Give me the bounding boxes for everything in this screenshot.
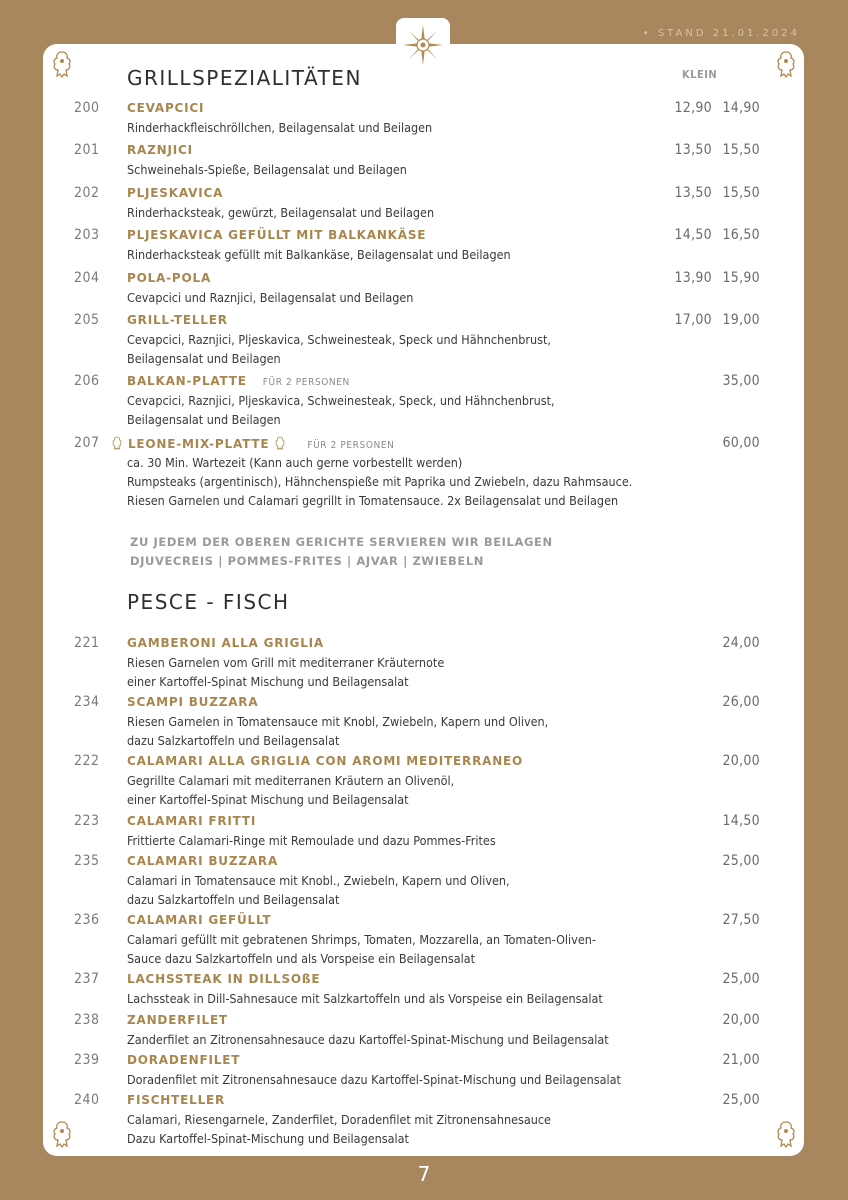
item-description: Zanderfilet an Zitronensahnesauce dazu Kartoffel-Spinat-Mischung und Beilagensalat bbox=[127, 1032, 609, 1047]
lion-crest-icon bbox=[774, 50, 798, 78]
lion-crest-icon bbox=[50, 50, 74, 78]
item-number: 207 bbox=[74, 435, 100, 451]
item-description: Rinderhacksteak, gewürzt, Beilagensalat und Beilagen bbox=[127, 205, 435, 220]
item-number: 203 bbox=[74, 227, 100, 243]
item-name: GRILL-TELLER bbox=[127, 313, 228, 327]
item-number: 234 bbox=[74, 694, 100, 710]
item-name: SCAMPI BUZZARA bbox=[127, 695, 259, 709]
item-price-large: 14,90 bbox=[722, 100, 760, 116]
item-price-large: 35,00 bbox=[722, 373, 760, 389]
item-price-small: 13,90 bbox=[674, 270, 712, 286]
item-price-large: 15,50 bbox=[722, 185, 760, 201]
item-number: 222 bbox=[74, 753, 100, 769]
section-title-fish: PESCE - FISCH bbox=[127, 590, 290, 614]
item-name: POLA-POLA bbox=[127, 271, 212, 285]
item-description: Calamari in Tomatensauce mit Knobl., Zwiebeln, Kapern und Oliven, dazu Salzkartoffeln und Beilagensalat bbox=[127, 873, 510, 907]
section-title-grill: GRILLSPEZIALITÄTEN bbox=[127, 66, 362, 90]
column-header-small: KLEIN bbox=[682, 68, 718, 81]
item-name: PLJESKAVICA GEFÜLLT MIT BALKANKÄSE bbox=[127, 228, 427, 242]
item-description: Cevapcici und Raznjici, Beilagensalat und Beilagen bbox=[127, 290, 414, 305]
item-number: 221 bbox=[74, 635, 100, 651]
item-price-small: 17,00 bbox=[674, 312, 712, 328]
item-price: 20,00 bbox=[722, 1012, 760, 1028]
item-number: 236 bbox=[74, 912, 100, 928]
item-description: Rinderhacksteak gefüllt mit Balkankäse, Beilagensalat und Beilagen bbox=[127, 247, 511, 262]
item-description: Cevapcici, Raznjici, Pljeskavica, Schweinesteak, Speck, und Hähnchenbrust, Beilagensalat und Beilagen bbox=[127, 393, 555, 427]
item-name: GAMBERONI ALLA GRIGLIA bbox=[127, 636, 324, 650]
item-name: DORADENFILET bbox=[127, 1053, 241, 1067]
item-name: CALAMARI FRITTI bbox=[127, 814, 257, 828]
item-price-large: 15,90 bbox=[722, 270, 760, 286]
item-description: Calamari gefüllt mit gebratenen Shrimps, Tomaten, Mozzarella, an Tomaten-Oliven- Sauce dazu Salzkartoffeln und als Vorspeise ein Beilagensalat bbox=[127, 932, 596, 966]
item-tag: FÜR 2 PERSONEN bbox=[262, 377, 350, 388]
side-dishes-note: ZU JEDEM DER OBEREN GERICHTE SERVIEREN WIR BEILAGEN DJUVECREIS | POMMES-FRITES | AJVAR | ZWIEBELN bbox=[130, 535, 553, 568]
item-description: Schweinehals-Spieße, Beilagensalat und Beilagen bbox=[127, 162, 407, 177]
item-number: 204 bbox=[74, 270, 100, 286]
item-price: 25,00 bbox=[722, 853, 760, 869]
item-price-small: 13,50 bbox=[674, 142, 712, 158]
item-tag: FÜR 2 PERSONEN bbox=[307, 440, 395, 451]
item-description: Gegrillte Calamari mit mediterranen Kräutern an Olivenöl, einer Kartoffel-Spinat Mischung und Beilagensalat bbox=[127, 773, 455, 807]
item-number: 206 bbox=[74, 373, 100, 389]
logo bbox=[396, 18, 450, 72]
page-number: 7 bbox=[417, 1162, 431, 1186]
item-description: Riesen Garnelen in Tomatensauce mit Knobl, Zwiebeln, Kapern und Oliven, dazu Salzkartoffeln und Beilagensalat bbox=[127, 714, 549, 748]
item-price-small: 14,50 bbox=[674, 227, 712, 243]
item-price-large: 60,00 bbox=[722, 435, 760, 451]
item-description: Cevapcici, Raznjici, Pljeskavica, Schweinesteak, Speck und Hähnchenbrust, Beilagensalat und Beilagen bbox=[127, 332, 551, 366]
item-description: Calamari, Riesengarnele, Zanderfilet, Doradenfilet mit Zitronensahnesauce Dazu Kartoffel-Spinat-Mischung und Beilagensalat bbox=[127, 1112, 551, 1146]
item-price-small: 13,50 bbox=[674, 185, 712, 201]
item-name: BALKAN-PLATTE FÜR 2 PERSONEN bbox=[127, 374, 350, 388]
item-number: 238 bbox=[74, 1012, 100, 1028]
lion-crest-icon bbox=[774, 1120, 798, 1148]
compass-star-icon bbox=[401, 23, 445, 67]
item-price-large: 19,00 bbox=[722, 312, 760, 328]
item-number: 200 bbox=[74, 100, 100, 116]
item-description: Rinderhackfleischröllchen, Beilagensalat und Beilagen bbox=[127, 120, 433, 135]
item-price: 24,00 bbox=[722, 635, 760, 651]
item-name: CALAMARI ALLA GRIGLIA CON AROMI MEDITERRANEO bbox=[127, 754, 524, 768]
item-name: RAZNJICI bbox=[127, 143, 193, 157]
item-price-large: 16,50 bbox=[722, 227, 760, 243]
item-price: 26,00 bbox=[722, 694, 760, 710]
item-name: LACHSSTEAK IN DILLSOßE bbox=[127, 972, 321, 986]
item-name: ZANDERFILET bbox=[127, 1013, 228, 1027]
item-name: FISCHTELLER bbox=[127, 1093, 226, 1107]
stand-date: • STAND 21.01.2024 bbox=[642, 28, 800, 39]
lion-crest-icon bbox=[274, 436, 286, 450]
item-name: CALAMARI GEFÜLLT bbox=[127, 913, 272, 927]
item-description: Lachssteak in Dill-Sahnesauce mit Salzkartoffeln und als Vorspeise ein Beilagensalat bbox=[127, 991, 603, 1006]
item-description: Frittierte Calamari-Ringe mit Remoulade und dazu Pommes-Frites bbox=[127, 833, 496, 848]
item-number: 240 bbox=[74, 1092, 100, 1108]
item-number: 205 bbox=[74, 312, 100, 328]
item-name: CEVAPCICI bbox=[127, 101, 205, 115]
item-description: ca. 30 Min. Wartezeit (Kann auch gerne vorbestellt werden) Rumpsteaks (argentinisch), Hähnchenspieße mit Paprika und Zwiebeln, dazu Rahmsauce. Riesen Garnelen und Calamari gegrillt in Tomatensauce. 2x Beilagensalat und Beilagen bbox=[127, 455, 633, 508]
item-price: 27,50 bbox=[722, 912, 760, 928]
item-price: 14,50 bbox=[722, 813, 760, 829]
item-price: 20,00 bbox=[722, 753, 760, 769]
item-description: Doradenfilet mit Zitronensahnesauce dazu Kartoffel-Spinat-Mischung und Beilagensalat bbox=[127, 1072, 621, 1087]
item-price: 25,00 bbox=[722, 1092, 760, 1108]
lion-crest-icon bbox=[50, 1120, 74, 1148]
item-number: 202 bbox=[74, 185, 100, 201]
item-number: 239 bbox=[74, 1052, 100, 1068]
item-number: 235 bbox=[74, 853, 100, 869]
item-name: CALAMARI BUZZARA bbox=[127, 854, 279, 868]
item-price: 25,00 bbox=[722, 971, 760, 987]
item-number: 237 bbox=[74, 971, 100, 987]
item-price-large: 15,50 bbox=[722, 142, 760, 158]
lion-crest-icon bbox=[111, 436, 123, 450]
item-number: 223 bbox=[74, 813, 100, 829]
item-number: 201 bbox=[74, 142, 100, 158]
item-price: 21,00 bbox=[722, 1052, 760, 1068]
item-description: Riesen Garnelen vom Grill mit mediterraner Kräuternote einer Kartoffel-Spinat Mischung und Beilagensalat bbox=[127, 655, 445, 689]
item-price-small: 12,90 bbox=[674, 100, 712, 116]
item-name: PLJESKAVICA bbox=[127, 186, 224, 200]
item-name: LEONE-MIX-PLATTE FÜR 2 PERSONEN bbox=[111, 436, 394, 451]
